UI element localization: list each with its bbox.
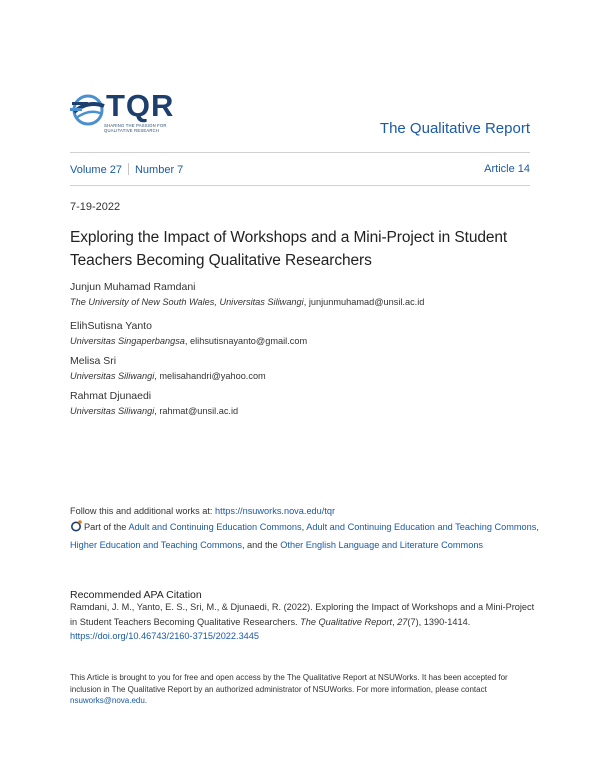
publication-date: 7-19-2022 — [70, 201, 121, 213]
author-email: rahmat@unsil.ac.id — [159, 406, 239, 416]
citation-journal: The Qualitative Report — [300, 616, 393, 627]
commons-link-adult-continuing[interactable]: Adult and Continuing Education Commons — [128, 522, 302, 532]
commons-link-other-english[interactable]: Other English Language and Literature Commons — [280, 540, 484, 550]
commons-separator: , and the — [241, 540, 281, 550]
part-of-commons — [70, 518, 540, 554]
commons-separator: , — [536, 522, 539, 532]
tqr-logo-text: TQR — [106, 88, 175, 123]
author-affiliation: Universitas Singaperbangsa, elihsutisnayanto@gmail.com — [70, 336, 308, 346]
commons-separator: , — [301, 522, 307, 532]
citation-body — [70, 600, 540, 644]
citation-volume: 27 — [397, 616, 408, 627]
contact-email-link[interactable]: nsuworks@nova.edu — [70, 696, 145, 705]
access-notice — [70, 672, 540, 707]
article-link[interactable]: Article 14 — [484, 163, 530, 175]
citation-text: Ramdani, J. M., Yanto, E. S., Sri, M., & Djunaedi, R. (2022). Exploring the Impact of Workshops and a Mini-Project in Student Teachers Becoming Qualitative Researchers. — [70, 602, 535, 627]
bepress-network-icon — [70, 520, 82, 532]
doi-link[interactable]: https://doi.org/10.46743/2160-3715/2022.3445 — [70, 631, 260, 641]
number-link[interactable]: Number 7 — [134, 164, 184, 176]
issue-divider — [70, 185, 530, 186]
author-block — [70, 390, 540, 418]
author-email: junjunmuhamad@unsil.ac.id — [308, 297, 425, 307]
author-email: melisahandri@yahoo.com — [159, 371, 266, 381]
commons-link-higher-education[interactable]: Higher Education and Teaching Commons — [70, 540, 242, 550]
author-name: Melisa Sri — [70, 355, 117, 367]
issue-info — [70, 163, 530, 176]
author-name: Junjun Muhamad Ramdani — [70, 281, 196, 293]
issue-separator — [128, 163, 129, 175]
author-affiliation: The University of New South Wales, Universitas Siliwangi, junjunmuhamad@unsil.ac.id — [70, 297, 425, 307]
notice-end: . — [144, 696, 148, 705]
author-name: ElihSutisna Yanto — [70, 320, 152, 332]
follow-text: Follow this and additional works at: — [70, 506, 216, 516]
author-block — [70, 320, 540, 348]
notice-text: This Article is brought to you for free and open access by the The Qualitative Report at NSUWorks. It has been accepted for inclusion in The Qualitative Report by an authorized administrator of NSUWorks. For more information, please contact — [70, 673, 508, 694]
logo-tagline: SHARING THE PASSION FOR QUALITATIVE RESEARCH — [104, 123, 167, 133]
journal-name-link[interactable]: The Qualitative Report — [379, 120, 530, 137]
commons-link-adult-continuing-teaching[interactable]: Adult and Continuing Education and Teaching Commons — [306, 522, 537, 532]
author-affiliation: Universitas Siliwangi, rahmat@unsil.ac.id — [70, 406, 239, 416]
author-block — [70, 355, 540, 383]
follow-link[interactable]: https://nsuworks.nova.edu/tqr — [215, 506, 336, 516]
part-of-prefix: Part of the — [84, 522, 129, 532]
author-name: Rahmat Djunaedi — [70, 390, 152, 402]
citation-text: (7), 1390-1414. — [407, 616, 471, 627]
volume-link[interactable]: Volume 27 — [70, 164, 122, 176]
article-title: Exploring the Impact of Workshops and a Mini-Project in Student Teachers Becoming Qualitative Researchers — [70, 229, 508, 269]
header-divider — [70, 152, 530, 153]
citation-heading: Recommended APA Citation — [70, 589, 202, 601]
author-block — [70, 281, 540, 309]
author-email: elihsutisnayanto@gmail.com — [190, 336, 308, 346]
author-affiliation: Universitas Siliwangi, melisahandri@yahoo.com — [70, 371, 266, 381]
citation-text: , — [392, 616, 398, 627]
